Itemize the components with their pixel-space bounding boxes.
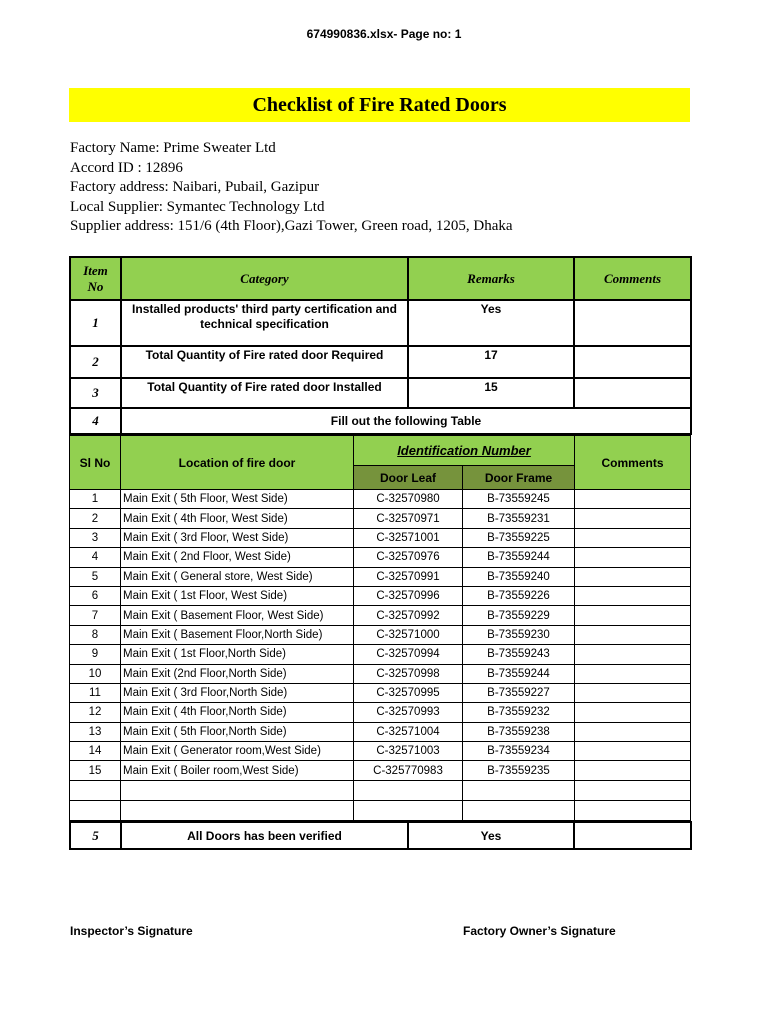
category-cell: Installed products' third party certification and technical specification [121, 300, 408, 346]
remarks-cell: 17 [408, 346, 574, 378]
door-row [70, 761, 691, 780]
location-header: Location of fire door [121, 436, 354, 490]
door-leaf-cell: C-32571003 [354, 742, 463, 761]
door-frame-cell: B-73559229 [463, 606, 575, 625]
sl-no-cell: 2 [70, 509, 121, 528]
door-table-header-row [70, 436, 691, 466]
door-row [70, 722, 691, 741]
sl-no-header: Sl No [70, 436, 121, 490]
verification-text: All Doors has been verified [121, 822, 408, 849]
comments-cell[interactable] [575, 722, 691, 741]
verification-table [69, 821, 692, 850]
location-cell: Main Exit ( 5th Floor, West Side) [121, 490, 354, 509]
checklist-row-4 [70, 408, 691, 434]
sl-no-cell: 5 [70, 567, 121, 586]
door-frame-cell: B-73559226 [463, 586, 575, 605]
local-supplier: Local Supplier: Symantec Technology Ltd [70, 198, 325, 215]
item-no: 1 [70, 300, 121, 346]
owner-signature-label: Factory Owner’s Signature [463, 924, 616, 938]
door-row [70, 742, 691, 761]
sl-no-cell: 1 [70, 490, 121, 509]
door-leaf-cell: C-32570980 [354, 490, 463, 509]
door-leaf-cell: C-325770983 [354, 761, 463, 780]
accord-id: Accord ID : 12896 [70, 159, 183, 176]
comments-cell[interactable] [575, 586, 691, 605]
door-leaf-cell: C-32570995 [354, 683, 463, 702]
item-no: 3 [70, 378, 121, 408]
comments-cell[interactable] [574, 346, 691, 378]
comments-cell[interactable] [575, 645, 691, 664]
door-row [70, 548, 691, 567]
location-cell: Main Exit ( 3rd Floor, West Side) [121, 528, 354, 547]
door-row [70, 664, 691, 683]
door-leaf-cell: C-32571001 [354, 528, 463, 547]
door-frame-cell: B-73559231 [463, 509, 575, 528]
door-leaf-cell: C-32570992 [354, 606, 463, 625]
location-cell: Main Exit ( Basement Floor,North Side) [121, 625, 354, 644]
location-cell: Main Exit ( Basement Floor, West Side) [121, 606, 354, 625]
comments-cell[interactable] [575, 509, 691, 528]
supplier-address: Supplier address: 151/6 (4th Floor),Gazi Tower, Green road, 1205, Dhaka [70, 218, 513, 234]
door-row [70, 567, 691, 586]
door-leaf-header: Door Leaf [354, 466, 463, 490]
door-leaf-cell: C-32570996 [354, 586, 463, 605]
door-frame-cell: B-73559245 [463, 490, 575, 509]
door-frame-cell: B-73559235 [463, 761, 575, 780]
door-frame-cell: B-73559244 [463, 548, 575, 567]
checklist-row [70, 378, 691, 408]
comments-header: Comments [575, 436, 691, 490]
comments-header: Comments [574, 257, 691, 300]
door-row [70, 625, 691, 644]
door-frame-cell: B-73559240 [463, 567, 575, 586]
door-row [70, 490, 691, 509]
checklist-header-row [70, 257, 691, 300]
item-no: 5 [70, 822, 121, 849]
door-leaf-cell: C-32570993 [354, 703, 463, 722]
door-frame-cell: B-73559243 [463, 645, 575, 664]
comments-cell[interactable] [575, 606, 691, 625]
location-cell: Main Exit ( 1st Floor,North Side) [121, 645, 354, 664]
comments-cell[interactable] [575, 567, 691, 586]
door-frame-cell: B-73559225 [463, 528, 575, 547]
comments-cell[interactable] [575, 625, 691, 644]
fire-door-table [69, 435, 691, 821]
door-row [70, 606, 691, 625]
door-leaf-cell: C-32571004 [354, 722, 463, 741]
verification-remarks: Yes [408, 822, 574, 849]
sl-no-cell: 9 [70, 645, 121, 664]
fill-table-instruction: Fill out the following Table [121, 408, 691, 434]
remarks-header: Remarks [408, 257, 574, 300]
door-row [70, 683, 691, 702]
location-cell: Main Exit ( 1st Floor, West Side) [121, 586, 354, 605]
door-frame-cell: B-73559227 [463, 683, 575, 702]
factory-name: Factory Name: Prime Sweater Ltd [70, 140, 276, 156]
location-cell: Main Exit ( Generator room,West Side) [121, 742, 354, 761]
remarks-cell: Yes [408, 300, 574, 346]
remarks-cell: 15 [408, 378, 574, 408]
category-cell: Total Quantity of Fire rated door Installed [121, 378, 408, 408]
location-cell: Main Exit ( 2nd Floor, West Side) [121, 548, 354, 567]
door-frame-cell: B-73559230 [463, 625, 575, 644]
location-cell: Main Exit ( Boiler room,West Side) [121, 761, 354, 780]
sl-no-cell: 12 [70, 703, 121, 722]
sl-no-cell: 13 [70, 722, 121, 741]
empty-row [70, 780, 691, 800]
location-cell: Main Exit ( General store, West Side) [121, 567, 354, 586]
inspector-signature-label: Inspector’s Signature [70, 924, 193, 938]
comments-cell[interactable] [575, 490, 691, 509]
comments-cell[interactable] [575, 761, 691, 780]
door-frame-cell: B-73559238 [463, 722, 575, 741]
page-header: 674990836.xlsx- Page no: 1 [306, 27, 462, 41]
door-leaf-cell: C-32570991 [354, 567, 463, 586]
door-frame-cell: B-73559244 [463, 664, 575, 683]
comments-cell[interactable] [574, 300, 691, 346]
checklist-row [70, 346, 691, 378]
category-header: Category [121, 257, 408, 300]
location-cell: Main Exit ( 4th Floor, West Side) [121, 509, 354, 528]
comments-cell[interactable] [575, 664, 691, 683]
location-cell: Main Exit ( 5th Floor,North Side) [121, 722, 354, 741]
empty-row [70, 800, 691, 820]
identification-number-header: Identification Number [354, 436, 575, 466]
door-leaf-cell: C-32570998 [354, 664, 463, 683]
door-row [70, 703, 691, 722]
sl-no-cell: 4 [70, 548, 121, 567]
checklist-table [69, 256, 692, 435]
item-no: 2 [70, 346, 121, 378]
location-cell: Main Exit (2nd Floor,North Side) [121, 664, 354, 683]
door-leaf-cell: C-32570971 [354, 509, 463, 528]
location-cell: Main Exit ( 3rd Floor,North Side) [121, 683, 354, 702]
factory-address: Factory address: Naibari, Pubail, Gazipur [70, 179, 320, 195]
door-leaf-cell: C-32570994 [354, 645, 463, 664]
sl-no-cell: 6 [70, 586, 121, 605]
sl-no-cell: 7 [70, 606, 121, 625]
checklist-row [70, 300, 691, 346]
door-frame-cell: B-73559234 [463, 742, 575, 761]
sl-no-cell: 8 [70, 625, 121, 644]
door-row [70, 528, 691, 547]
item-no-header: Item No [70, 257, 121, 300]
sl-no-cell: 3 [70, 528, 121, 547]
comments-cell[interactable] [575, 742, 691, 761]
sl-no-cell: 14 [70, 742, 121, 761]
verification-row [70, 822, 691, 849]
door-row [70, 645, 691, 664]
comments-cell[interactable] [574, 822, 691, 849]
door-leaf-cell: C-32570976 [354, 548, 463, 567]
comments-cell[interactable] [574, 378, 691, 408]
door-leaf-cell: C-32571000 [354, 625, 463, 644]
location-cell: Main Exit ( 4th Floor,North Side) [121, 703, 354, 722]
comments-cell[interactable] [575, 703, 691, 722]
document-title: Checklist of Fire Rated Doors [69, 88, 690, 122]
category-cell: Total Quantity of Fire rated door Required [121, 346, 408, 378]
item-no: 4 [70, 408, 121, 434]
comments-cell[interactable] [575, 528, 691, 547]
factory-info [70, 139, 513, 237]
comments-cell[interactable] [575, 683, 691, 702]
sl-no-cell: 15 [70, 761, 121, 780]
door-row [70, 509, 691, 528]
door-frame-header: Door Frame [463, 466, 575, 490]
sl-no-cell: 11 [70, 683, 121, 702]
comments-cell[interactable] [575, 548, 691, 567]
door-frame-cell: B-73559232 [463, 703, 575, 722]
door-row [70, 586, 691, 605]
sl-no-cell: 10 [70, 664, 121, 683]
